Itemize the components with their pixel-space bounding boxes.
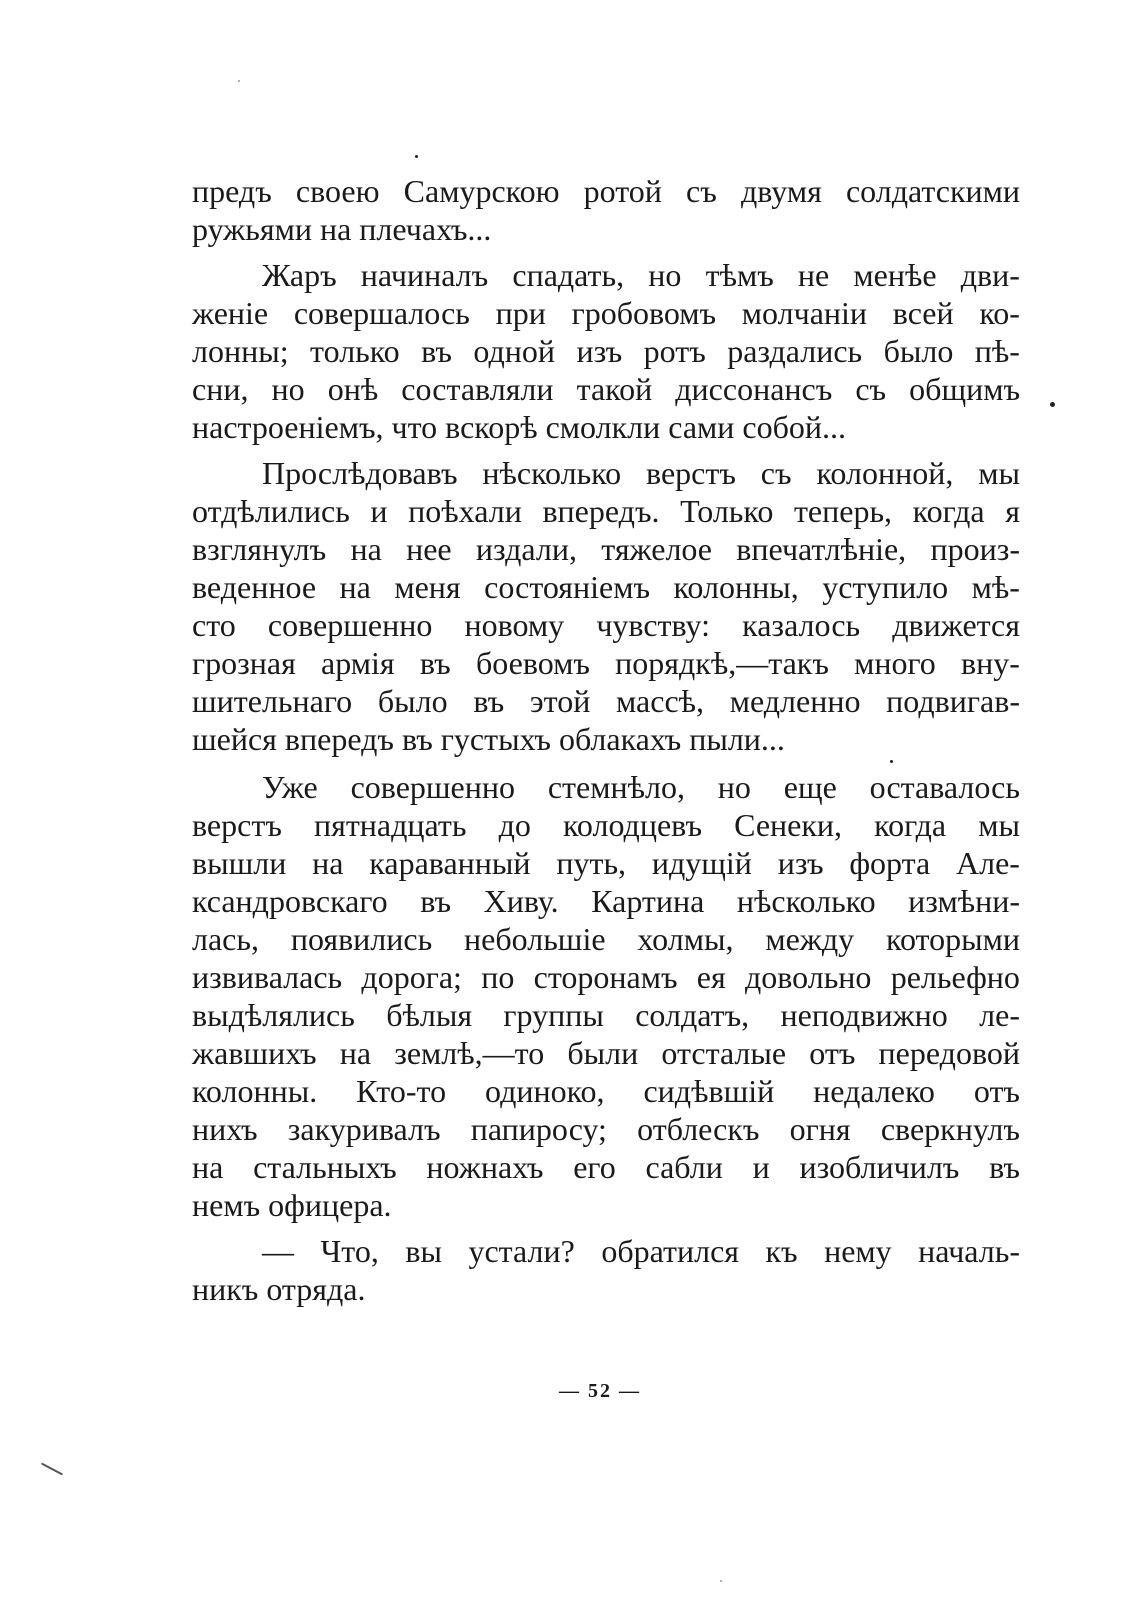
text-line: ксандровскаго въ Хиву. Картина нѣсколько измѣни- [192,883,1020,919]
text-line: предъ своею Самурскою ротой съ двумя солдатскими [192,173,1020,209]
text-line: верстъ пятнадцать до колодцевъ Сенеки, когда мы [192,807,1020,843]
paragraph-start-line: Уже совершенно стемнѣло, но еще оставалось [262,769,1020,805]
text-line: извивалась дорога; по сторонамъ ея довольно рельефно [192,959,1020,995]
text-line: отдѣлились и поѣхали впередъ. Только теперь, когда я [192,493,1020,529]
text-line: лась, появились небольшіе холмы, между которыми [192,921,1020,957]
text-line: сто совершенно новому чувству: казалось движется [192,607,1020,643]
text-line: взглянулъ на нее издали, тяжелое впечатлѣніе, произ- [192,531,1020,567]
text-line: вышли на караванный путь, идущій изъ форта Але- [192,845,1020,881]
scan-speck [238,80,240,82]
text-line: грозная армія въ боевомъ порядкѣ,—такъ много вну- [192,645,1020,681]
text-line: колонны. Кто-то одиноко, сидѣвшій недалеко отъ [192,1073,1020,1109]
text-line: ружьями на плечахъ... [192,211,492,247]
paragraph-start-line: — Что, вы устали? обратился къ нему началь- [262,1233,1020,1269]
text-line: на стальныхъ ножнахъ его сабли и изобличилъ въ [192,1149,1020,1185]
text-line: никъ отряда. [192,1271,366,1307]
scan-speck [415,155,418,158]
paragraph-start-line: Жаръ начиналъ спадать, но тѣмъ не менѣе дви- [262,257,1020,293]
text-line: шительнаго было въ этой массѣ, медленно подвигав- [192,683,1020,719]
text-line: веденное на меня состояніемъ колонны, уступило мѣ- [192,569,1020,605]
paragraph-start-line: Прослѣдовавъ нѣсколько верстъ съ колонной, мы [262,455,1020,491]
text-line: нихъ закуривалъ папиросу; отблескъ огня сверкнулъ [192,1111,1020,1147]
scan-speck [41,1462,63,1475]
scan-speck [720,1580,722,1582]
text-line: настроеніемъ, что вскорѣ смолкли сами собой... [192,409,847,445]
text-line: женіе совершалось при гробовомъ молчаніи всей ко- [192,295,1020,331]
text-line: жавшихъ на землѣ,—то были отсталые отъ передовой [192,1035,1020,1071]
text-line: сни, но онѣ составляли такой диссонансъ съ общимъ [192,371,1020,407]
text-line: немъ офицера. [192,1187,392,1223]
text-line: выдѣлялись бѣлыя группы солдатъ, неподвижно ле- [192,997,1020,1033]
text-line: шейся впередъ въ густыхъ облакахъ пыли... [192,721,785,757]
scan-speck [890,760,893,763]
text-line: лонны; только въ одной изъ ротъ раздались было пѣ- [192,333,1020,369]
page-number: — 52 — [559,1380,641,1402]
scan-speck [1050,402,1055,407]
